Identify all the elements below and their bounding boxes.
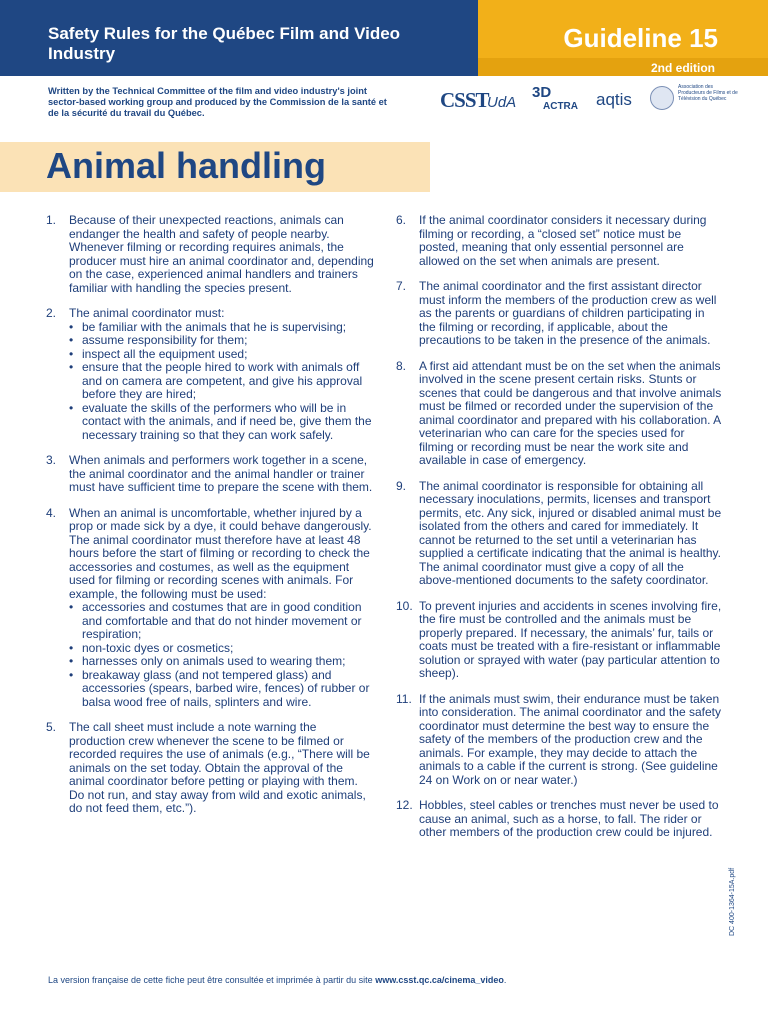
document-series-title: Safety Rules for the Québec Film and Video Industry [48, 24, 401, 63]
bullet-item: • be familiar with the animals that he is supervising; [69, 321, 374, 335]
apftq-seal-icon [650, 86, 674, 110]
numbered-item [46, 721, 374, 816]
numbered-item [396, 799, 722, 840]
numbered-item [396, 360, 722, 468]
bullet-list [69, 601, 374, 709]
item-number: 7. [396, 279, 407, 293]
item-text: When an animal is uncomfortable, whether injured by a prop or made sick by a dye, it could behave dangerously. The animal coordinator must therefore have at least 48 hours before the start of filming or recording to check the accessories and costumes, as well as the equipment used for filming or recording scenes with animals. For example, the following must be used: [69, 505, 372, 601]
item-number: 5. [46, 720, 57, 734]
item-number: 4. [46, 505, 57, 520]
numbered-item [396, 280, 722, 348]
guideline-number: Guideline 15 [563, 23, 718, 53]
item-number: 1. [46, 213, 57, 227]
item-text: The animal coordinator is responsible for obtaining all necessary inoculations, permits, licenses and transport permits, etc. Any sick, injured or disabled animal must be isolated from the others and cared for immediately. It cannot be returned to the set until a veterinarian has supplied a certificate indicating that the animal is healthy. The animal coordinator must give a copy of all the above-mentioned documents to the safety coordinator. [419, 478, 722, 587]
bullet-item: • ensure that the people hired to work with animals off and on camera are competent, and give his approval before they are hired; [69, 361, 374, 402]
uda-logo: UdA [487, 94, 517, 111]
item-number: 11. [396, 691, 412, 706]
numbered-item [46, 214, 374, 295]
bullet-item: • breakaway glass (and not tempered glass) and accessories (spears, barbed wire, fences) of rubber or balsa wood free of nails, splinters and wire. [69, 669, 374, 710]
item-number: 6. [396, 213, 407, 227]
numbered-item [46, 454, 374, 495]
item-text: A first aid attendant must be on the set when the animals involved in the scene present certain risks. Stunts or scenes that could be dangerous and that involve animals must be filmed or recorded under the supervision of the animal coordinator and prepared with his collaboration. A veterinarian who can care for the species used for filming or recording must be near the work site and available in case of emergency. [419, 358, 722, 467]
item-text: The call sheet must include a note warning the production crew whenever the scene to be filmed or recorded requires the use of animals (e.g., “There will be animals on the set today. Obtain the approval of the animal coordinator before petting or playing with them. Do not run, and stay away from wild and exotic animals, do not feed them, etc.”). [69, 720, 370, 815]
footer-end: . [503, 975, 507, 985]
aqtis-logo: aqtis [596, 90, 632, 109]
item-text: If the animal coordinator considers it necessary during filming or recording, a “closed set” notice must be posted, meaning that only essential personnel are allowed on the set when animals are present. [419, 213, 707, 268]
item-number: 8. [396, 358, 407, 373]
actra-logo: ACTRA [543, 101, 578, 112]
item-text: Hobbles, steel cables or trenches must never be used to cause an animal, such as a horse, to fall. The rider or other members of the production crew could be injured. [419, 798, 719, 839]
bullet-item: • assume responsibility for them; [69, 334, 374, 348]
item-text: The animal coordinator must: [69, 306, 225, 320]
header-banner [0, 0, 478, 76]
bullet-item: • evaluate the skills of the performers who will be in contact with the animals, and if need be, give them the necessary training so that they can work safely. [69, 402, 374, 443]
item-text: When animals and performers work together in a scene, the animal coordinator and the animal handler or trainer must have sufficient time to prepare the scene with them. [69, 453, 373, 494]
bullet-item: • inspect all the equipment used; [69, 348, 374, 362]
numbered-item [396, 600, 722, 681]
authorship-note: Written by the Technical Committee of the film and video industry's joint sector-based working group and produced by the Commission de la santé et de la sécurité du travail du Québec. [48, 86, 387, 118]
numbered-item [396, 214, 722, 268]
item-text: To prevent injuries and accidents in scenes involving fire, the fire must be controlled and the animals must be properly prepared. If necessary, the animals’ fur, tails or coats must be treated with a fire-resistant or inflammable solution or sprayed with water (pay particular attention to sheep). [419, 598, 722, 680]
item-number: 2. [46, 306, 57, 320]
footer-link[interactable]: www.csst.qc.ca/cinema_video [375, 975, 504, 985]
numbered-item [46, 507, 374, 710]
page-title: Animal handling [46, 145, 327, 186]
partner-logos [440, 84, 740, 124]
left-column [46, 214, 374, 828]
item-number: 9. [396, 478, 407, 493]
bullet-item: • harnesses only on animals used to wearing them; [69, 655, 374, 669]
numbered-item [46, 307, 374, 442]
document-code: DC 400-1364-15A.pdf [729, 867, 736, 936]
apftq-logo: Association des Producteurs de Films et de Télévision du Québec [678, 84, 738, 102]
item-number: 3. [46, 453, 57, 467]
item-text: The animal coordinator and the first assistant director must inform the members of the production crew as well as the parents or guardians of children participating in the filming or recording, if applicable, about the precautions to be taken in the presence of the animals. [419, 279, 717, 347]
item-number: 12. [396, 798, 413, 812]
footer-text: La version française de cette fiche peut être consultée et imprimée à partir du site [48, 975, 376, 985]
numbered-item [396, 693, 722, 788]
csst-logo: CSST [440, 88, 489, 112]
actra-mark-logo: 3D [532, 84, 552, 101]
bullet-item: • accessories and costumes that are in good condition and comfortable and that do not hinder movement or respiration; [69, 601, 374, 642]
item-number: 10. [396, 598, 413, 613]
numbered-item [396, 480, 722, 588]
bullet-list [69, 321, 374, 443]
right-column [396, 214, 722, 852]
edition-label: 2nd edition [651, 61, 715, 75]
footer-note [48, 975, 648, 985]
item-text: Because of their unexpected reactions, animals can endanger the health and safety of people nearby. Whenever filming or recording requires animals, the producer must hire an animal coordinator and, depending on the case, experienced animal handlers and trainers familiar with handling the species present. [69, 213, 374, 295]
bullet-item: • non-toxic dyes or cosmetics; [69, 642, 374, 656]
item-text: If the animals must swim, their endurance must be taken into consideration. The animal coordinator and the safety coordinator must determine the best way to ensure the safety of the members of the production crew and the animals. For example, they may decide to attach the animals to a cable if the current is strong. (See guideline 24 on Work on or near water.) [419, 691, 721, 787]
